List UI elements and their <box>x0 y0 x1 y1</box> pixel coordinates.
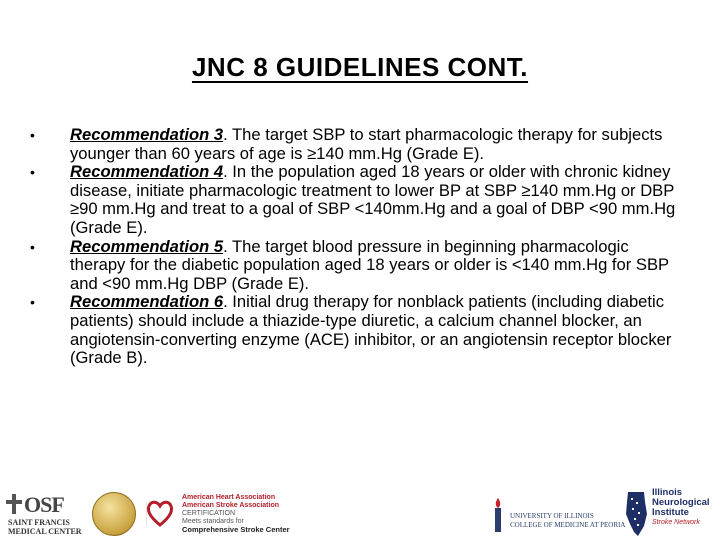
aha-line-3: CERTIFICATION <box>182 510 236 517</box>
uic-line-2: COLLEGE OF MEDICINE AT PEORIA <box>510 521 626 529</box>
aha-line-1: American Heart Association <box>182 494 276 501</box>
osf-wordmark: OSF <box>24 492 64 517</box>
recommendation-label: Recommendation 6 <box>70 292 224 312</box>
ini-line-3: Institute <box>652 507 689 518</box>
recommendation-label: Recommendation 4 <box>70 162 224 182</box>
gold-seal-icon <box>92 492 136 536</box>
osf-logo <box>6 492 86 536</box>
list-item <box>28 126 688 163</box>
recommendation-list <box>28 126 688 368</box>
ini-line-2: Neurological <box>652 497 710 508</box>
bullet-icon: • <box>30 238 35 255</box>
bullet-icon: • <box>30 164 35 181</box>
aha-certification-logo <box>142 490 362 538</box>
ini-logo <box>622 488 718 538</box>
slide-title: JNC 8 GUIDELINES CONT. <box>191 52 529 82</box>
recommendation-text: . Initial drug therapy for nonblack patients (including diabetic patients) should include a thiazide-type diuretic, a calcium channel blocker, an angiotensin-converting enzyme (ACE) inhibitor, or an angiotensin receptor blocker (Grade B). <box>70 292 672 368</box>
aha-line-5: Comprehensive Stroke Center <box>182 525 290 534</box>
recommendation-label: Recommendation 3 <box>70 125 224 144</box>
recommendation-text: . The target blood pressure in beginning pharmacologic therapy for the diabetic population aged 18 years or older is <140 mm.Hg for SBP and <90 mm.Hg DBP (Grade E). <box>70 236 669 293</box>
uic-line-1: UNIVERSITY OF ILLINOIS <box>510 512 594 520</box>
aha-line-2: American Stroke Association <box>182 502 279 509</box>
cross-icon <box>6 494 22 514</box>
heart-icon <box>146 498 174 528</box>
ini-line-1: Illinois <box>652 487 683 498</box>
list-item <box>28 293 688 367</box>
aha-line-4: Meets standards for <box>182 518 244 525</box>
footer-logos <box>0 486 720 540</box>
recommendation-text: . In the population aged 18 years or older with chronic kidney disease, initiate pharmacologic treatment to lower BP at SBP ≥140 mm.Hg or DBP ≥90 mm.Hg and treat to a goal of SBP <140mm.Hg and a goal of DBP <90 mm.Hg (Grade E). <box>70 162 676 237</box>
osf-line-2: MEDICAL CENTER <box>8 527 82 536</box>
bullet-icon: • <box>30 127 35 143</box>
recommendation-label: Recommendation 5 <box>70 236 224 256</box>
ini-line-4: Stroke Network <box>652 519 700 526</box>
illinois-map-icon <box>624 492 648 536</box>
torch-icon <box>490 496 506 534</box>
list-item <box>28 163 688 237</box>
recommendation-text: . The target SBP to start pharmacologic therapy for subjects younger than 60 years of age is ≥140 mm.Hg (Grade E). <box>70 125 663 163</box>
bullet-icon: • <box>30 294 35 311</box>
osf-line-1: SAINT FRANCIS <box>8 518 70 527</box>
uic-logo <box>488 490 628 538</box>
list-item <box>28 238 688 294</box>
